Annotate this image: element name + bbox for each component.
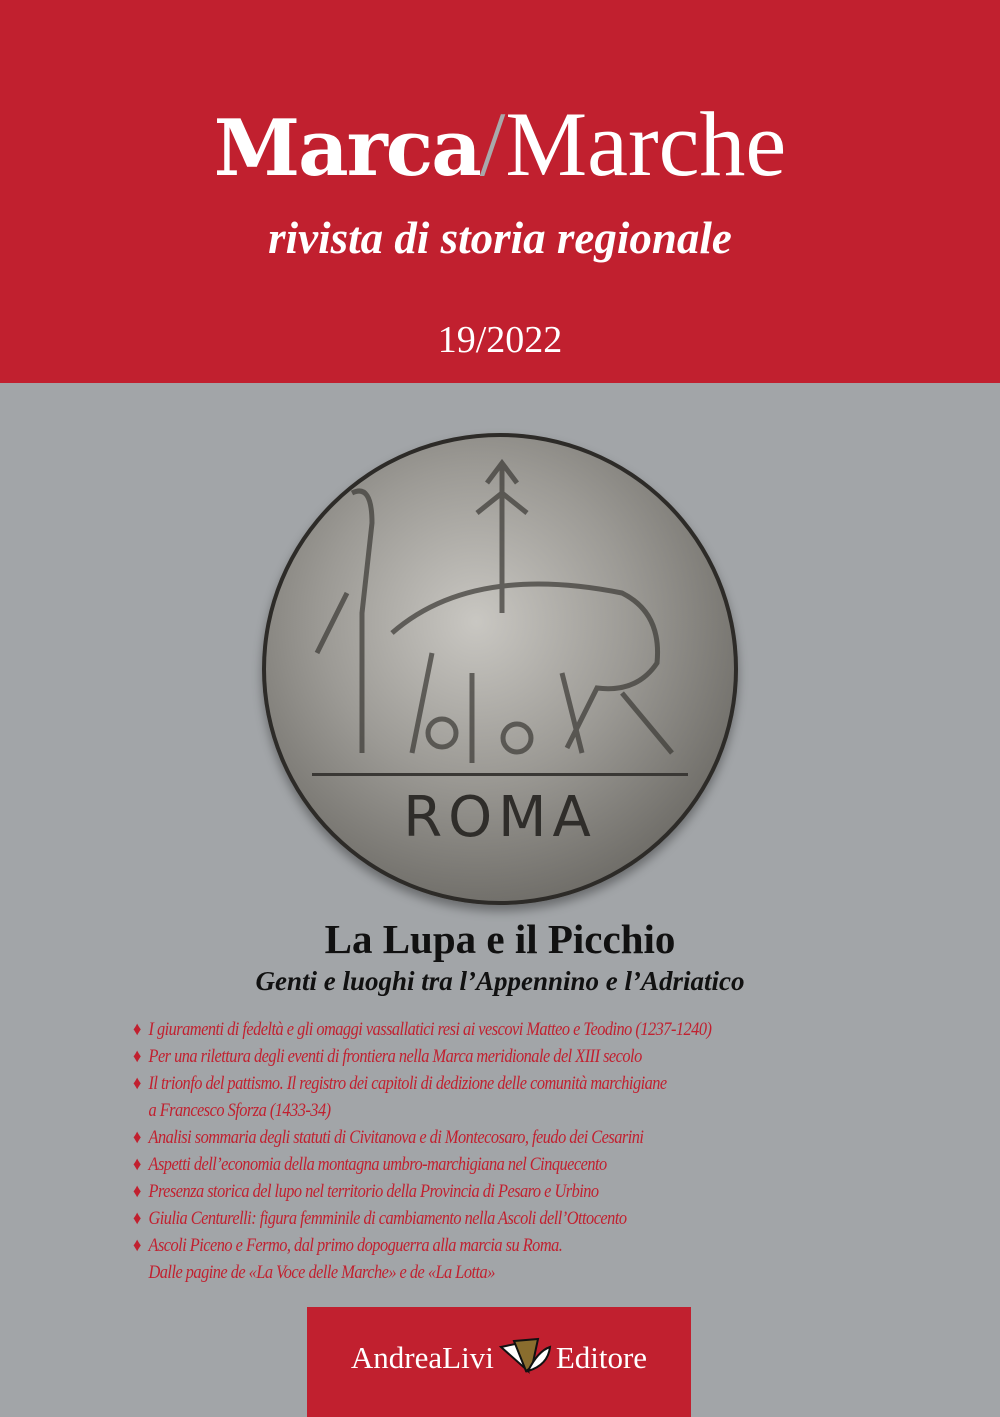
diamond-bullet-icon: ♦ bbox=[133, 1046, 141, 1067]
diamond-bullet-icon: ♦ bbox=[133, 1235, 141, 1256]
list-item bbox=[133, 1124, 787, 1151]
list-item bbox=[133, 1205, 787, 1232]
diamond-bullet-icon: ♦ bbox=[133, 1019, 141, 1040]
list-item bbox=[133, 1070, 787, 1097]
issue-number: 19/2022 bbox=[437, 319, 563, 361]
article-title: Ascoli Piceno e Fermo, dal primo dopoguerra alla marcia su Roma. bbox=[148, 1235, 563, 1256]
title-marche: Marche bbox=[505, 93, 787, 195]
title-slash: / bbox=[479, 93, 506, 195]
diamond-bullet-icon: ♦ bbox=[133, 1127, 141, 1148]
article-title: Aspetti dell’economia della montagna umbro-marchigiana nel Cinquecento bbox=[148, 1154, 607, 1175]
issue-theme-subtitle: Genti e luoghi tra l’Appennino e l’Adriatico bbox=[255, 966, 745, 996]
article-title: Giulia Centurelli: figura femminile di cambiamento nella Ascoli dell’Ottocento bbox=[148, 1208, 627, 1229]
list-item bbox=[133, 1151, 787, 1178]
book-quill-icon bbox=[498, 1337, 552, 1385]
coin-exergue-line bbox=[312, 773, 688, 776]
contents-list bbox=[133, 1016, 893, 1286]
coin-legend: ROMA bbox=[403, 785, 597, 850]
article-title: I giuramenti di fedeltà e gli omaggi vassallatici resi ai vescovi Matteo e Teodino (1237-1240) bbox=[148, 1019, 712, 1040]
article-title: Presenza storica del lupo nel territorio della Provincia di Pesaro e Urbino bbox=[148, 1181, 599, 1202]
header-band bbox=[0, 0, 1000, 383]
list-item bbox=[133, 1178, 787, 1205]
article-title-cont: Dalle pagine de «La Voce delle Marche» e de «La Lotta» bbox=[148, 1262, 495, 1283]
diamond-bullet-icon: ♦ bbox=[133, 1208, 141, 1229]
list-item bbox=[133, 1043, 787, 1070]
list-item bbox=[133, 1232, 787, 1259]
list-item-continuation bbox=[133, 1097, 787, 1124]
diamond-bullet-icon: ♦ bbox=[133, 1154, 141, 1175]
list-item-continuation bbox=[133, 1259, 787, 1286]
title-marca: Marca bbox=[213, 103, 480, 194]
diamond-bullet-icon: ♦ bbox=[133, 1073, 141, 1094]
article-title: Il trionfo del pattismo. Il registro dei capitoli di dedizione delle comunità marchigiane bbox=[148, 1073, 667, 1094]
publisher-logo bbox=[307, 1337, 691, 1385]
article-title: Analisi sommaria degli statuti di Civitanova e di Montecosaro, feudo dei Cesarini bbox=[148, 1127, 644, 1148]
article-title: Per una rilettura degli eventi di frontiera nella Marca meridionale del XIII secolo bbox=[148, 1046, 642, 1067]
issue-theme-title: La Lupa e il Picchio bbox=[324, 916, 676, 962]
publisher-name: AndreaLivi bbox=[350, 1340, 494, 1376]
journal-subtitle: rivista di storia regionale bbox=[268, 213, 732, 263]
list-item bbox=[133, 1016, 787, 1043]
article-title-cont: a Francesco Sforza (1433-34) bbox=[148, 1100, 331, 1121]
coin-image bbox=[262, 433, 738, 905]
publisher-suffix: Editore bbox=[555, 1340, 648, 1376]
journal-title bbox=[0, 93, 1000, 195]
publisher-box bbox=[307, 1307, 691, 1417]
diamond-bullet-icon: ♦ bbox=[133, 1181, 141, 1202]
